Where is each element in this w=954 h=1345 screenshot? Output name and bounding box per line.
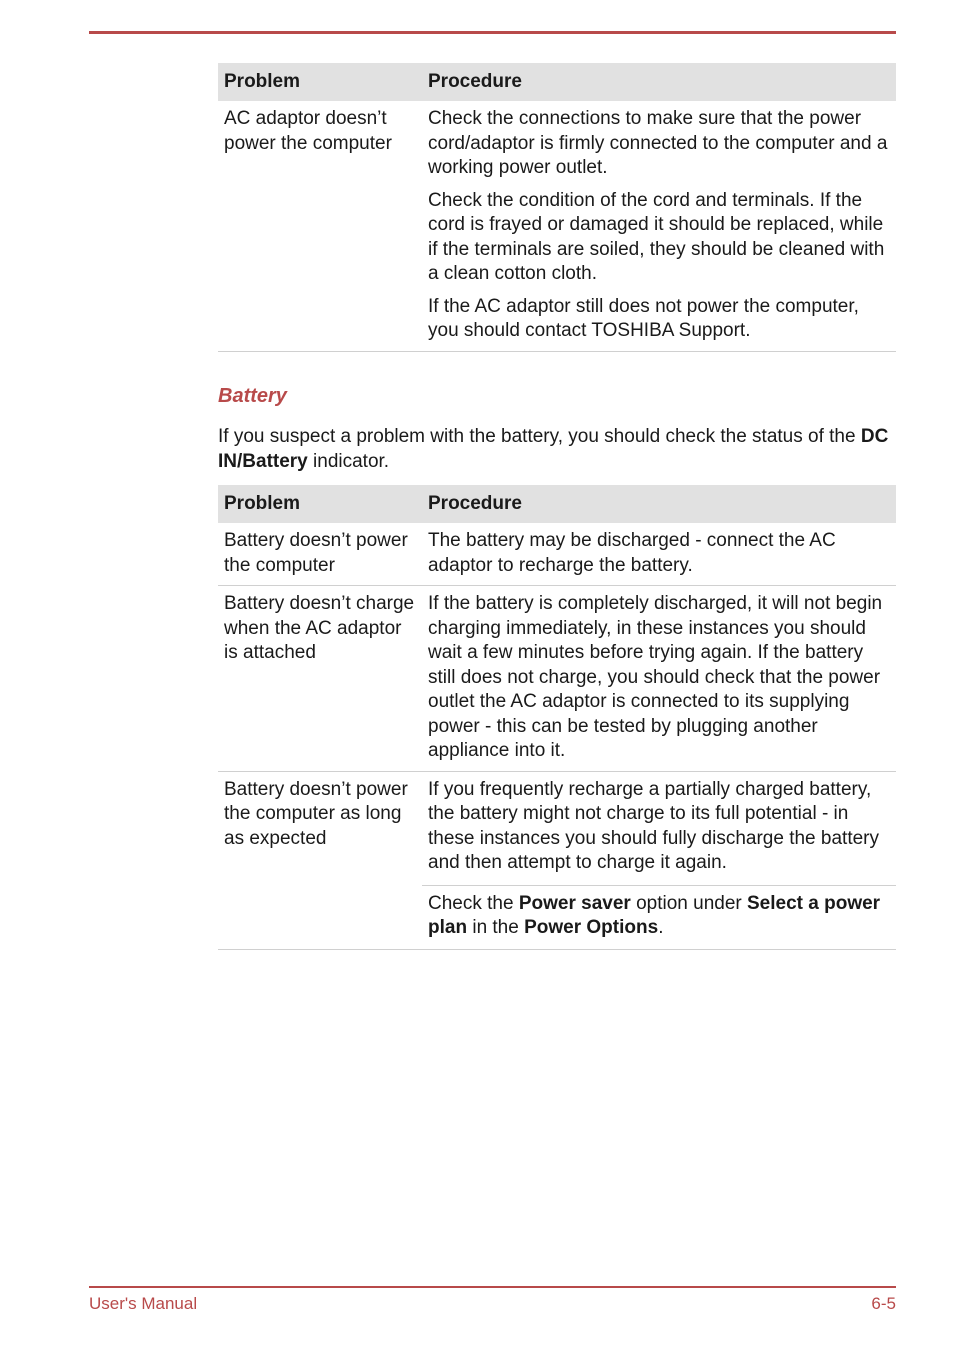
option-name: Power saver <box>518 892 631 914</box>
intro-text-end: indicator. <box>307 450 390 472</box>
procedure-cell <box>422 771 896 885</box>
problem-cell: Battery doesn’t charge when the AC adaptor is attached <box>218 586 422 772</box>
column-header-procedure: Procedure <box>422 485 896 523</box>
text-run: . <box>658 917 664 938</box>
procedure-cell <box>422 885 896 949</box>
procedure-paragraph: If the battery is completely discharged, it will not begin charging immediately, in these instances you should wait a few minutes before trying again. If the battery still does not charge, you should check that the power outlet the AC adaptor is connected to its supplying power - this can be tested by plugging another appliance into it. <box>428 593 883 761</box>
table-row <box>218 101 896 351</box>
procedure-paragraph: Check the condition of the cord and terminals. If the cord is frayed or damaged it should be replaced, while if the terminals are soiled, they should be cleaned with a clean cotton cloth. <box>428 189 885 284</box>
text-run: in the <box>467 917 525 938</box>
indicator-name: DC IN/Battery <box>218 426 889 472</box>
battery-table-container <box>218 485 896 950</box>
procedure-paragraph: Check the connections to make sure that the power cord/adaptor is firmly connected to the computer and a working power outlet. <box>428 108 888 178</box>
ac-adaptor-table <box>218 63 896 352</box>
table-row <box>218 771 896 885</box>
footer-rule <box>89 1286 896 1288</box>
procedure-cell <box>422 586 896 772</box>
procedure-cell <box>422 523 896 586</box>
section-heading-battery: Battery <box>218 385 287 407</box>
battery-intro-paragraph <box>218 425 896 474</box>
column-header-problem: Problem <box>218 485 422 523</box>
procedure-cell <box>422 101 896 351</box>
table-header-row <box>218 485 896 523</box>
setting-name: Select a power plan <box>428 892 881 938</box>
problem-cell: Battery doesn’t power the computer <box>218 523 422 586</box>
procedure-paragraph: If you frequently recharge a partially charged battery, the battery might not charge to its full potential - in these instances you should fully discharge the battery and then attempt to charge it again. <box>428 778 879 873</box>
footer-page-number: 6-5 <box>871 1294 896 1313</box>
footer-manual-title: User's Manual <box>89 1294 198 1313</box>
procedure-paragraph: If the AC adaptor still does not power the computer, you should contact TOSHIBA Support. <box>428 295 859 341</box>
battery-table <box>218 485 896 950</box>
text-run: Check the <box>428 892 519 914</box>
table-row <box>218 523 896 586</box>
table-header-row <box>218 63 896 101</box>
column-header-procedure: Procedure <box>422 63 896 101</box>
text-run: option under <box>630 892 747 914</box>
panel-name: Power Options <box>524 917 659 938</box>
intro-text: If you suspect a problem with the battery, you should check the status of the <box>218 426 861 447</box>
problem-cell: Battery doesn’t power the computer as long as expected <box>218 771 422 949</box>
header-rule <box>89 31 896 34</box>
problem-cell: AC adaptor doesn’t power the computer <box>218 101 422 351</box>
procedure-paragraph: The battery may be discharged - connect the AC adaptor to recharge the battery. <box>428 530 836 576</box>
table-row <box>218 586 896 772</box>
procedure-paragraph <box>428 892 890 941</box>
ac-adaptor-table-container <box>218 63 896 352</box>
column-header-problem: Problem <box>218 63 422 101</box>
